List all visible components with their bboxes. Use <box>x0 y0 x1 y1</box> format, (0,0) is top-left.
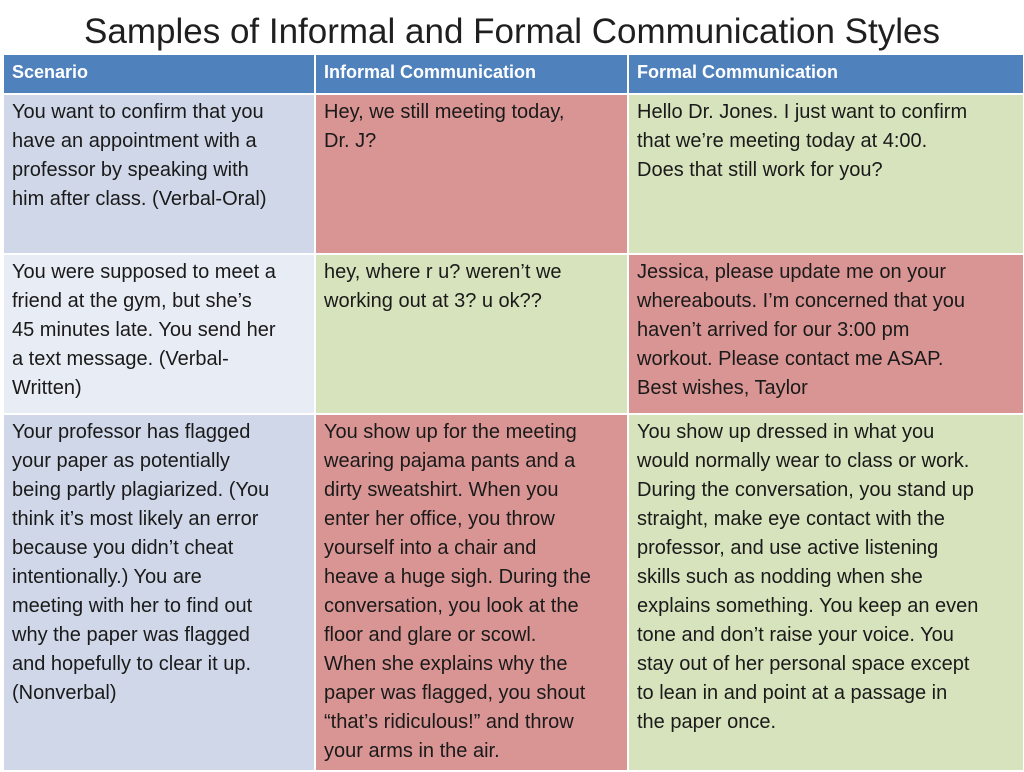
formal-cell <box>628 414 1024 771</box>
informal-cell <box>315 414 628 771</box>
slide-title: Samples of Informal and Formal Communication Styles <box>84 12 940 51</box>
communication-styles-table <box>2 53 1024 772</box>
header-informal-communication: Informal Communication <box>315 54 628 94</box>
scenario-cell <box>3 254 315 414</box>
scenario-cell <box>3 94 315 254</box>
scenario-text: You want to confirm that you have an appointment with a professor by speaking with him after class. (Verbal-Oral) <box>12 101 267 210</box>
informal-text: Hey, we still meeting today, Dr. J? <box>324 101 565 152</box>
formal-text: Hello Dr. Jones. I just want to confirm that we’re meeting today at 4:00. Does that still work for you? <box>637 101 968 181</box>
table-row <box>3 254 1024 414</box>
informal-cell <box>315 254 628 414</box>
scenario-text: Your professor has flagged your paper as potentially being partly plagiarized. (You think it’s most likely an error because you didn’t cheat intentionally.) You are meeting with her to find out why the paper was flagged and hopefully to clear it up. (Nonverbal) <box>12 421 270 704</box>
table-row <box>3 414 1024 771</box>
header-row <box>3 54 1024 94</box>
scenario-cell <box>3 414 315 771</box>
formal-cell <box>628 94 1024 254</box>
table-row <box>3 94 1024 254</box>
informal-text: You show up for the meeting wearing pajama pants and a dirty sweatshirt. When you enter her office, you throw yourself into a chair and heave a huge sigh. During the conversation, you look at the floor and glare or scowl. When she explains why the paper was flagged, you shout “that’s ridiculous!” and throw your arms in the air. <box>324 421 591 762</box>
formal-text: Jessica, please update me on your whereabouts. I’m concerned that you haven’t arrived for our 3:00 pm workout. Please contact me ASAP. Best wishes, Taylor <box>637 261 965 399</box>
formal-cell <box>628 254 1024 414</box>
formal-text: You show up dressed in what you would normally wear to class or work. During the conversation, you stand up straight, make eye contact with the professor, and use active listening skills such as nodding when she explains something. You keep an even tone and don’t raise your voice. You stay out of her personal space except to lean in and point at a passage in the paper once. <box>637 421 979 733</box>
scenario-text: You were supposed to meet a friend at the gym, but she’s 45 minutes late. You send her a text message. (Verbal- Written) <box>12 261 276 399</box>
header-formal-communication: Formal Communication <box>628 54 1024 94</box>
header-scenario: Scenario <box>3 54 315 94</box>
informal-text: hey, where r u? weren’t we working out at 3? u ok?? <box>324 261 562 312</box>
informal-cell <box>315 94 628 254</box>
